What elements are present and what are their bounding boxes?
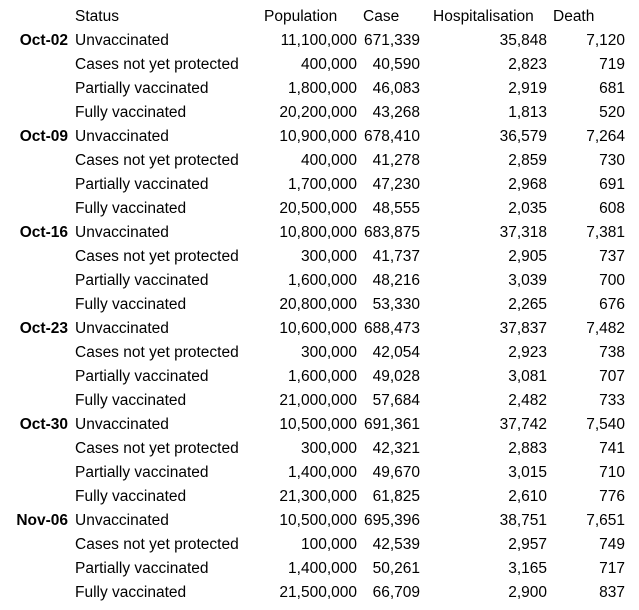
cell-death: 737 xyxy=(599,248,625,265)
cell-case: 49,028 xyxy=(372,368,420,385)
table-row xyxy=(0,293,628,317)
table-row xyxy=(0,101,628,125)
cell-hospitalisation: 2,919 xyxy=(508,80,547,97)
cell-status: Unvaccinated xyxy=(75,416,169,433)
cell-death: 719 xyxy=(599,56,625,73)
cell-case: 683,875 xyxy=(363,224,420,241)
cell-date xyxy=(0,485,71,509)
cell-death: 7,381 xyxy=(586,224,625,241)
cell-population: 400,000 xyxy=(300,152,357,169)
cell-case: 47,230 xyxy=(372,176,420,193)
cell-death: 676 xyxy=(599,296,625,313)
cell-death: 730 xyxy=(599,152,625,169)
cell-status: Unvaccinated xyxy=(75,32,169,49)
cell-case: 42,539 xyxy=(372,536,420,553)
cell-hospitalisation: 2,905 xyxy=(508,248,547,265)
header-date xyxy=(0,5,71,29)
cell-status: Partially vaccinated xyxy=(75,560,209,577)
cell-death: 691 xyxy=(599,176,625,193)
cell-hospitalisation: 2,957 xyxy=(508,536,547,553)
cell-status: Unvaccinated xyxy=(75,128,169,145)
table-row xyxy=(0,245,628,269)
cell-case: 49,670 xyxy=(372,464,420,481)
cell-population: 21,000,000 xyxy=(279,392,357,409)
table-row xyxy=(0,197,628,221)
table-row xyxy=(0,413,628,437)
cell-population: 1,800,000 xyxy=(288,80,357,97)
cell-case: 42,054 xyxy=(372,344,420,361)
header-hospitalisation: Hospitalisation xyxy=(433,8,534,25)
cell-population: 1,400,000 xyxy=(288,464,357,481)
cell-hospitalisation: 2,610 xyxy=(508,488,547,505)
cell-hospitalisation: 3,015 xyxy=(508,464,547,481)
table-row xyxy=(0,557,628,581)
cell-death: 733 xyxy=(599,392,625,409)
cell-death: 738 xyxy=(599,344,625,361)
table-row xyxy=(0,341,628,365)
vaccination-status-table xyxy=(0,5,628,605)
cell-status: Cases not yet protected xyxy=(75,440,239,457)
cell-hospitalisation: 3,081 xyxy=(508,368,547,385)
cell-status: Unvaccinated xyxy=(75,320,169,337)
cell-date xyxy=(0,557,71,581)
cell-hospitalisation: 2,968 xyxy=(508,176,547,193)
table-row xyxy=(0,125,628,149)
cell-date xyxy=(0,245,71,269)
cell-death: 7,651 xyxy=(586,512,625,529)
cell-hospitalisation: 2,265 xyxy=(508,296,547,313)
cell-status: Cases not yet protected xyxy=(75,152,239,169)
cell-case: 41,278 xyxy=(372,152,420,169)
table-row xyxy=(0,461,628,485)
cell-population: 300,000 xyxy=(300,440,357,457)
cell-hospitalisation: 2,900 xyxy=(508,584,547,601)
table-row xyxy=(0,485,628,509)
cell-status: Fully vaccinated xyxy=(75,296,187,313)
cell-death: 717 xyxy=(599,560,625,577)
cell-date xyxy=(0,53,71,77)
cell-population: 400,000 xyxy=(300,56,357,73)
cell-hospitalisation: 2,923 xyxy=(508,344,547,361)
cell-case: 695,396 xyxy=(363,512,420,529)
cell-date xyxy=(0,437,71,461)
cell-population: 10,800,000 xyxy=(279,224,357,241)
cell-death: 741 xyxy=(599,440,625,457)
table-row xyxy=(0,509,628,533)
cell-status: Partially vaccinated xyxy=(75,80,209,97)
cell-death: 7,120 xyxy=(586,32,625,49)
table-row xyxy=(0,581,628,605)
cell-case: 671,339 xyxy=(363,32,420,49)
cell-population: 10,600,000 xyxy=(279,320,357,337)
cell-date xyxy=(0,389,71,413)
cell-death: 7,482 xyxy=(586,320,625,337)
table-row xyxy=(0,77,628,101)
cell-death: 710 xyxy=(599,464,625,481)
cell-hospitalisation: 1,813 xyxy=(508,104,547,121)
cell-date xyxy=(0,77,71,101)
cell-population: 20,800,000 xyxy=(279,296,357,313)
cell-death: 681 xyxy=(599,80,625,97)
cell-population: 20,200,000 xyxy=(279,104,357,121)
table-row xyxy=(0,173,628,197)
cell-death: 749 xyxy=(599,536,625,553)
cell-status: Fully vaccinated xyxy=(75,104,187,121)
table-row xyxy=(0,269,628,293)
header-population: Population xyxy=(264,8,338,25)
cell-date xyxy=(0,269,71,293)
cell-case: 66,709 xyxy=(372,584,420,601)
cell-population: 11,100,000 xyxy=(280,32,357,49)
table-row xyxy=(0,437,628,461)
cell-death: 837 xyxy=(599,584,625,601)
cell-hospitalisation: 37,837 xyxy=(499,320,547,337)
cell-death: 7,264 xyxy=(586,128,625,145)
cell-status: Cases not yet protected xyxy=(75,344,239,361)
cell-case: 43,268 xyxy=(372,104,420,121)
cell-death: 608 xyxy=(599,200,625,217)
cell-population: 1,600,000 xyxy=(288,368,357,385)
header-status: Status xyxy=(75,8,119,25)
cell-date: Nov-06 xyxy=(16,512,68,529)
cell-case: 53,330 xyxy=(372,296,420,313)
cell-date xyxy=(0,173,71,197)
cell-death: 7,540 xyxy=(586,416,625,433)
cell-hospitalisation: 37,318 xyxy=(499,224,547,241)
cell-date xyxy=(0,197,71,221)
cell-date: Oct-09 xyxy=(19,128,68,145)
cell-population: 20,500,000 xyxy=(279,200,357,217)
table-row xyxy=(0,533,628,557)
cell-population: 100,000 xyxy=(300,536,357,553)
cell-status: Fully vaccinated xyxy=(75,488,187,505)
cell-case: 678,410 xyxy=(363,128,420,145)
cell-case: 57,684 xyxy=(372,392,420,409)
cell-hospitalisation: 35,848 xyxy=(499,32,547,49)
cell-hospitalisation: 37,742 xyxy=(499,416,547,433)
table-body xyxy=(0,29,628,605)
cell-hospitalisation: 3,165 xyxy=(508,560,547,577)
cell-status: Partially vaccinated xyxy=(75,464,209,481)
cell-date xyxy=(0,341,71,365)
cell-death: 520 xyxy=(599,104,625,121)
cell-date xyxy=(0,365,71,389)
cell-status: Unvaccinated xyxy=(75,224,169,241)
cell-population: 21,500,000 xyxy=(279,584,357,601)
cell-population: 10,900,000 xyxy=(279,128,357,145)
cell-case: 42,321 xyxy=(372,440,420,457)
cell-hospitalisation: 3,039 xyxy=(508,272,547,289)
table-row xyxy=(0,53,628,77)
cell-hospitalisation: 38,751 xyxy=(499,512,547,529)
cell-hospitalisation: 2,883 xyxy=(508,440,547,457)
cell-population: 300,000 xyxy=(300,344,357,361)
cell-death: 707 xyxy=(599,368,625,385)
cell-case: 61,825 xyxy=(372,488,420,505)
cell-status: Cases not yet protected xyxy=(75,248,239,265)
cell-population: 300,000 xyxy=(300,248,357,265)
cell-date: Oct-30 xyxy=(19,416,68,433)
cell-hospitalisation: 2,823 xyxy=(508,56,547,73)
cell-status: Partially vaccinated xyxy=(75,176,209,193)
cell-status: Cases not yet protected xyxy=(75,56,239,73)
cell-case: 40,590 xyxy=(372,56,420,73)
cell-case: 50,261 xyxy=(372,560,420,577)
cell-case: 48,216 xyxy=(372,272,420,289)
header-death: Death xyxy=(553,8,595,25)
cell-date: Oct-02 xyxy=(19,32,68,49)
table-row xyxy=(0,221,628,245)
table-row xyxy=(0,317,628,341)
cell-status: Cases not yet protected xyxy=(75,536,239,553)
cell-date xyxy=(0,533,71,557)
cell-status: Partially vaccinated xyxy=(75,368,209,385)
cell-date xyxy=(0,461,71,485)
cell-hospitalisation: 2,859 xyxy=(508,152,547,169)
cell-hospitalisation: 36,579 xyxy=(499,128,547,145)
table-row xyxy=(0,389,628,413)
table-row xyxy=(0,29,628,53)
header-row xyxy=(0,5,628,29)
cell-status: Fully vaccinated xyxy=(75,584,187,601)
cell-date xyxy=(0,149,71,173)
header-case: Case xyxy=(363,8,400,25)
cell-death: 776 xyxy=(599,488,625,505)
table-row xyxy=(0,365,628,389)
cell-population: 10,500,000 xyxy=(279,416,357,433)
table-row xyxy=(0,149,628,173)
cell-date xyxy=(0,101,71,125)
cell-status: Unvaccinated xyxy=(75,512,169,529)
cell-population: 21,300,000 xyxy=(279,488,357,505)
cell-case: 691,361 xyxy=(363,416,420,433)
cell-status: Fully vaccinated xyxy=(75,200,187,217)
cell-hospitalisation: 2,482 xyxy=(508,392,547,409)
cell-case: 688,473 xyxy=(363,320,420,337)
cell-case: 41,737 xyxy=(372,248,420,265)
cell-date: Oct-16 xyxy=(19,224,68,241)
cell-population: 1,600,000 xyxy=(288,272,357,289)
cell-status: Partially vaccinated xyxy=(75,272,209,289)
cell-date xyxy=(0,293,71,317)
cell-population: 1,700,000 xyxy=(288,176,357,193)
cell-population: 1,400,000 xyxy=(288,560,357,577)
cell-population: 10,500,000 xyxy=(279,512,357,529)
cell-case: 46,083 xyxy=(372,80,420,97)
cell-status: Fully vaccinated xyxy=(75,392,187,409)
cell-date: Oct-23 xyxy=(19,320,68,337)
cell-date xyxy=(0,581,71,605)
cell-case: 48,555 xyxy=(372,200,420,217)
cell-death: 700 xyxy=(599,272,625,289)
cell-hospitalisation: 2,035 xyxy=(508,200,547,217)
